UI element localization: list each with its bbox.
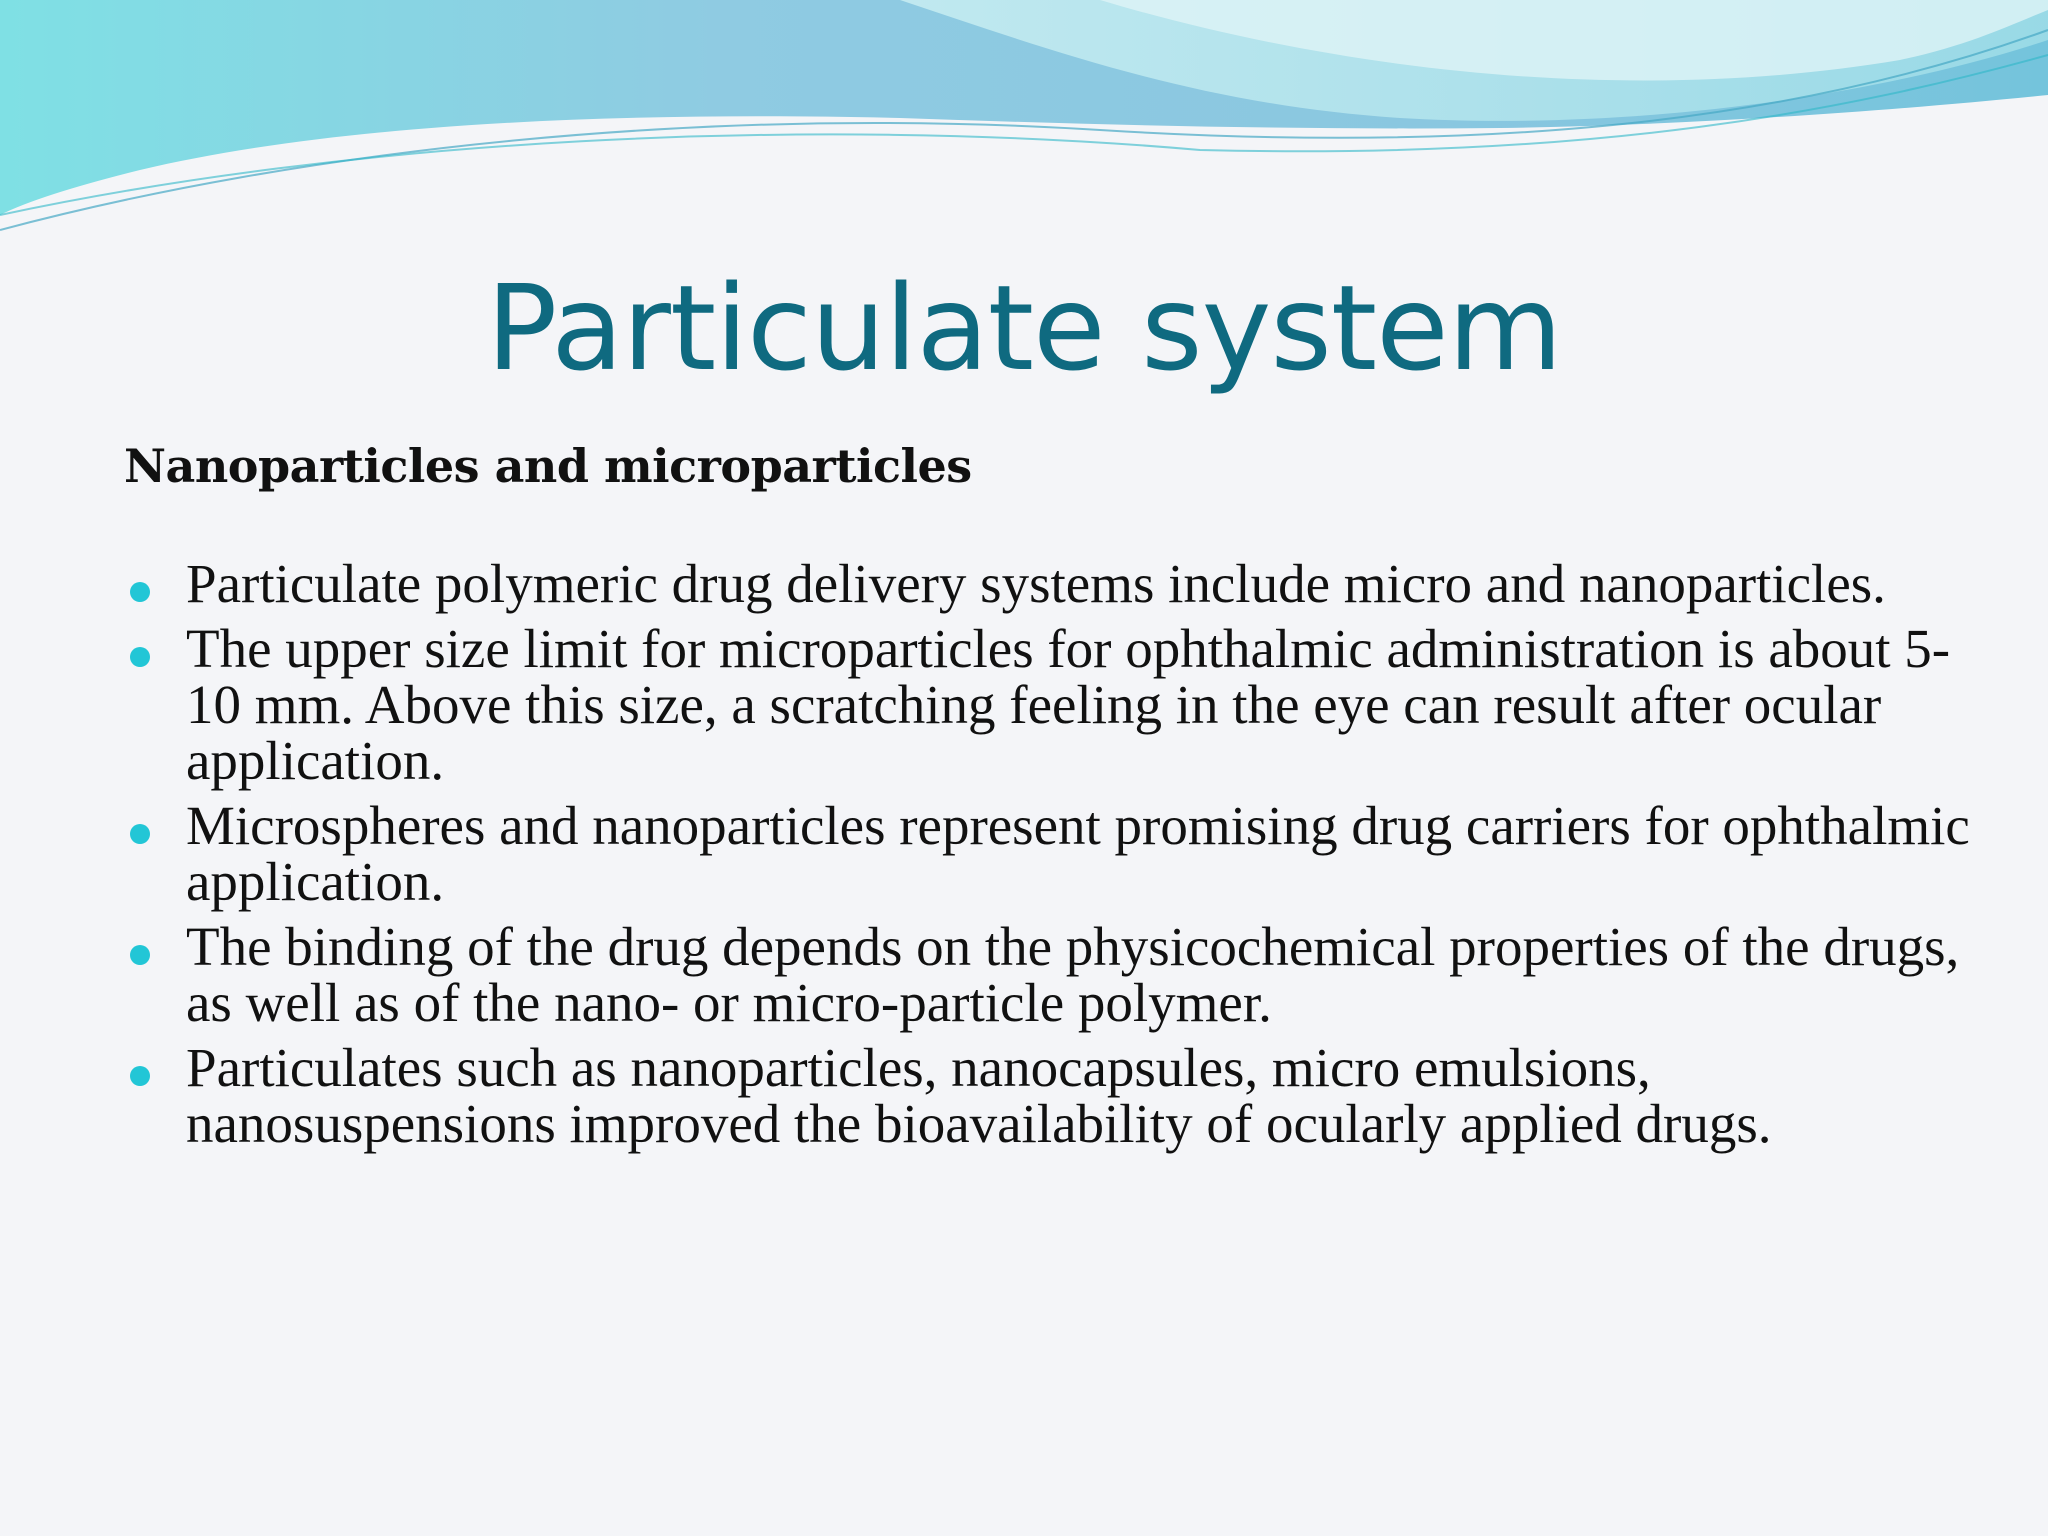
bullet-dot-icon xyxy=(130,582,150,602)
slide-title: Particulate system xyxy=(486,259,1562,397)
bullet-text: Microspheres and nanoparticles represent promising drug carriers for ophthalmic application. xyxy=(186,795,1970,912)
bullet-text: The upper size limit for microparticles for ophthalmic administration is about 5-10 mm. Above this size, a scratching feeling in the eye can result after ocular application. xyxy=(186,618,1951,791)
bullet-item xyxy=(124,795,2004,912)
bullet-item xyxy=(124,553,2004,614)
bullet-text: The binding of the drug depends on the physicochemical properties of the drugs, as well as of the nano- or micro-particle polymer. xyxy=(186,916,1960,1033)
bullet-dot-icon xyxy=(130,945,150,965)
bullet-list xyxy=(124,553,2004,1161)
bullet-dot-icon xyxy=(130,1066,150,1086)
slide-subtitle: Nanoparticles and microparticles xyxy=(124,439,972,493)
header-wave-decoration xyxy=(0,0,2048,240)
bullet-item xyxy=(124,1037,2004,1154)
bullet-text: Particulates such as nanoparticles, nanocapsules, micro emulsions, nanosuspensions improved the bioavailability of ocularly applied drugs. xyxy=(186,1037,1772,1154)
bullet-text: Particulate polymeric drug delivery systems include micro and nanoparticles. xyxy=(186,553,1886,614)
bullet-item xyxy=(124,618,2004,791)
bullet-dot-icon xyxy=(130,824,150,844)
bullet-dot-icon xyxy=(130,647,150,667)
bullet-item xyxy=(124,916,2004,1033)
